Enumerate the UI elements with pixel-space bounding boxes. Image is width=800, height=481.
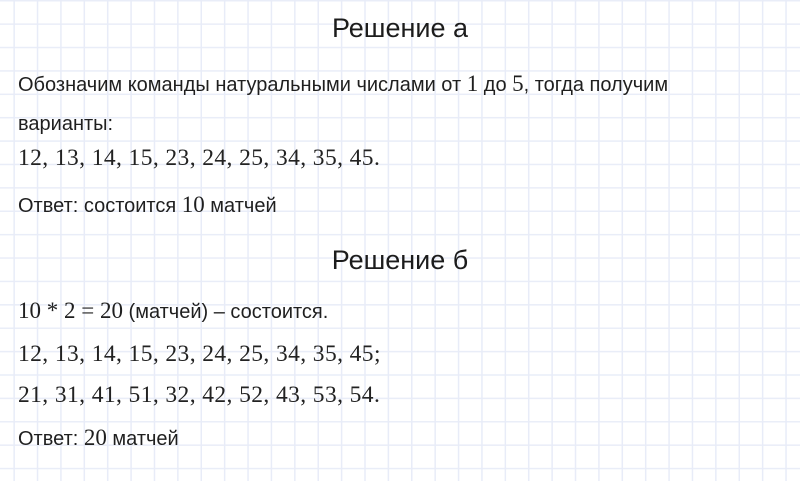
section-a-intro-line2: варианты: xyxy=(18,113,114,135)
section-b-answer: Ответ: 20 матчей xyxy=(18,425,179,450)
section-a-intro-line: Обозначим команды натуральными числами от 1 до 5, тогда получим xyxy=(18,71,669,96)
section-a-variants-list: 12, 13, 14, 15, 23, 24, 25, 34, 35, 45. xyxy=(18,145,381,171)
section-b-heading: Решение б xyxy=(331,245,469,275)
section-b-variants-list-1: 12, 13, 14, 15, 23, 24, 25, 34, 35, 45; xyxy=(18,341,381,367)
section-a-answer: Ответ: состоится 10 матчей xyxy=(18,192,277,217)
section-b-calculation: 10 * 2 = 20 (матчей) – состоится. xyxy=(18,298,329,323)
section-a-heading: Решение а xyxy=(331,13,469,43)
section-b-variants-list-2: 21, 31, 41, 51, 32, 42, 52, 43, 53, 54. xyxy=(18,382,381,408)
